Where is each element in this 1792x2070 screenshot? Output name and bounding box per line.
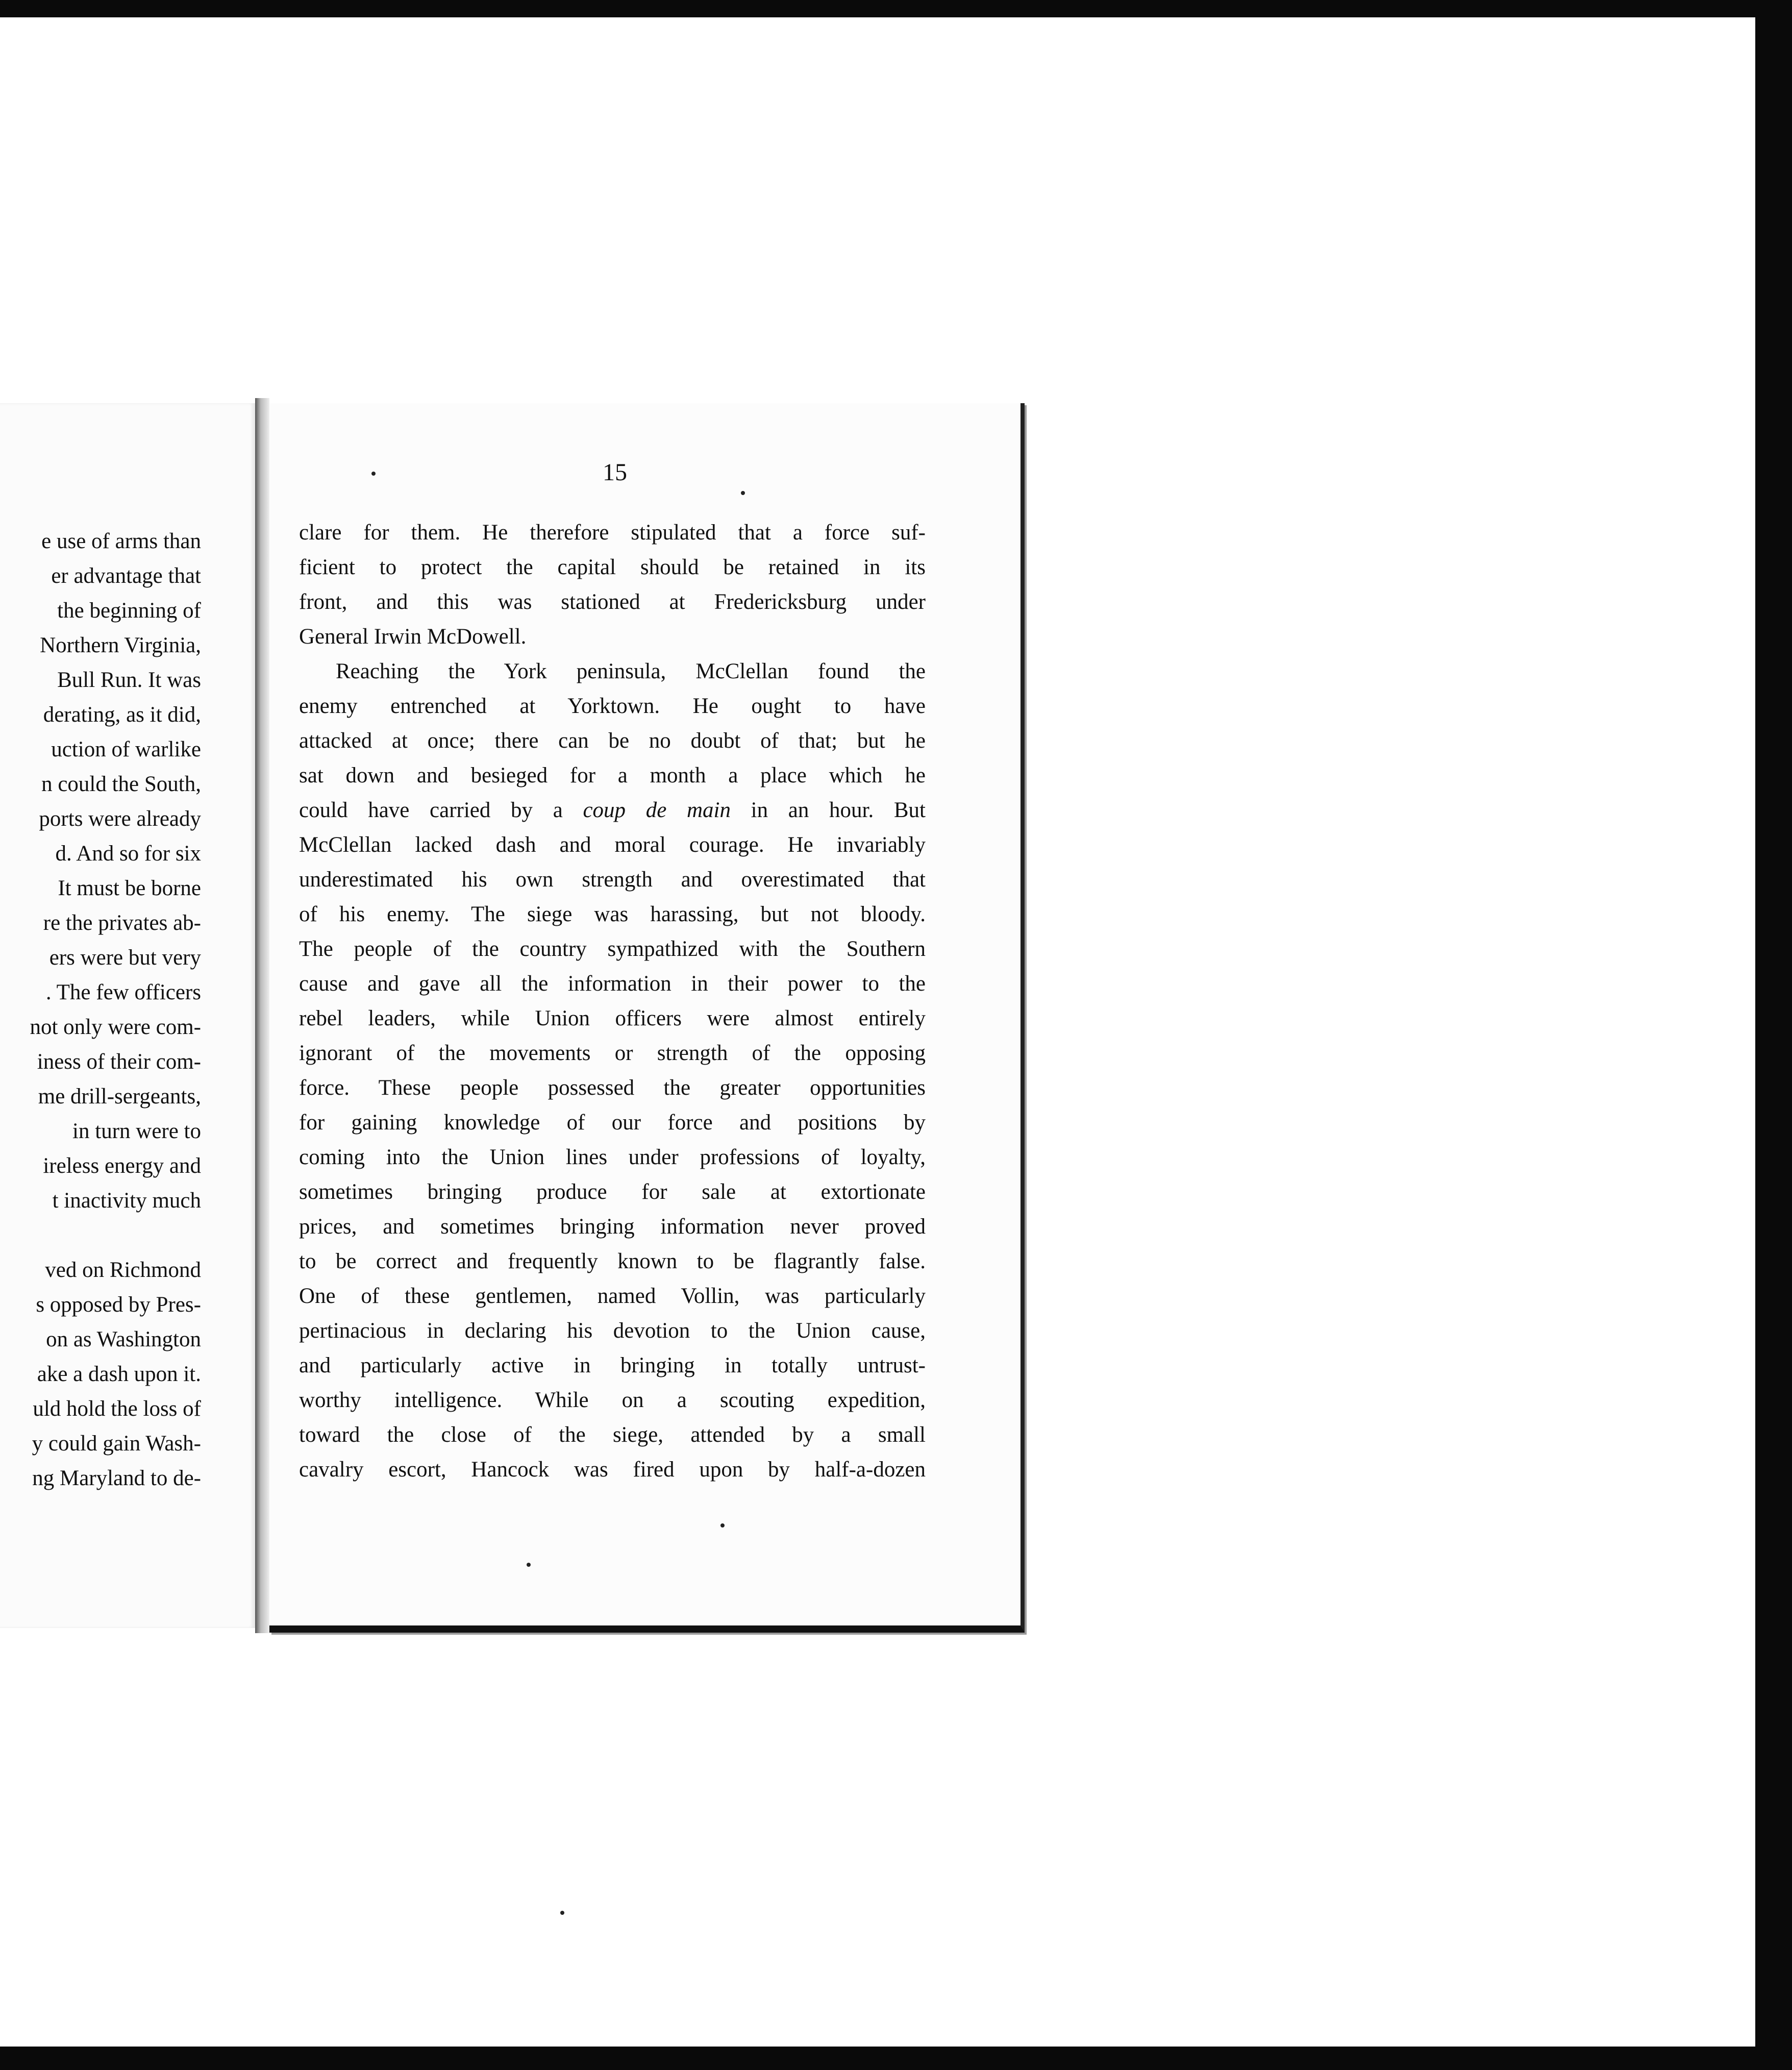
body-line: to be correct and frequently known to be flagrantly false. (299, 1249, 926, 1273)
left-page-line: re the privates ab- (43, 911, 201, 935)
body-line: underestimated his own strength and overestimated that (299, 868, 926, 892)
scan-speck (741, 491, 745, 495)
body-line: for gaining knowledge of our force and positions by (299, 1111, 926, 1135)
left-page-line: me drill-sergeants, (38, 1085, 201, 1108)
left-page-line: y could gain Wash- (32, 1432, 201, 1456)
body-line-text: could have carried by a (299, 798, 583, 822)
body-line: front, and this was stationed at Fredericksburg under (299, 590, 926, 614)
body-line (299, 793, 926, 828)
scan-frame-bottom (0, 2047, 1792, 2070)
left-page-line: iness of their com- (37, 1050, 201, 1074)
body-line: ficient to protect the capital should be retained in its (299, 555, 926, 579)
body-line: worthy intelligence. While on a scouting expedition, (299, 1388, 926, 1412)
left-page-line: Northern Virginia, (40, 633, 201, 657)
body-line: rebel leaders, while Union officers were almost entirely (299, 1006, 926, 1030)
body-line: attacked at once; there can be no doubt of that; but he (299, 729, 926, 753)
body-line: One of these gentlemen, named Vollin, was particularly (299, 1284, 926, 1308)
body-line: cavalry escort, Hancock was fired upon by half-a-dozen (299, 1458, 926, 1482)
left-page-line: s opposed by Pres- (36, 1293, 201, 1317)
left-page-line: n could the South, (41, 772, 201, 796)
left-page-line: ng Maryland to de- (32, 1466, 201, 1490)
scan-speck (371, 472, 376, 476)
left-page-line: not only were com- (30, 1015, 201, 1039)
italic-phrase: coup de main (583, 798, 731, 822)
left-page-line: the beginning of (57, 599, 201, 623)
body-line: pertinacious in declaring his devotion to the Union cause, (299, 1319, 926, 1343)
body-line: clare for them. He therefore stipulated that a force suf- (299, 521, 926, 545)
page-number: 15 (603, 459, 627, 486)
left-page-line: d. And so for six (55, 842, 201, 866)
body-line-text: in an hour. But (730, 798, 926, 822)
left-page-line: uction of warlike (51, 737, 201, 761)
left-page-line: er advantage that (51, 564, 201, 588)
body-line: and particularly active in bringing in totally untrust- (299, 1353, 926, 1377)
body-line: McClellan lacked dash and moral courage. He invariably (299, 833, 926, 857)
body-line: sat down and besieged for a month a place which he (299, 763, 926, 787)
left-page-line: Bull Run. It was (57, 668, 201, 692)
body-line: prices, and sometimes bringing information never proved (299, 1215, 926, 1239)
body-line: General Irwin McDowell. (299, 625, 527, 649)
body-line: ignorant of the movements or strength of the opposing (299, 1041, 926, 1065)
left-page-line: It must be borne (58, 876, 201, 900)
scan-frame-top (0, 0, 1792, 17)
left-page-line: ers were but very (49, 946, 201, 970)
body-line: sometimes bringing produce for sale at extortionate (299, 1180, 926, 1204)
left-page-line: derating, as it did, (43, 703, 201, 727)
body-line: of his enemy. The siege was harassing, but not bloody. (299, 902, 926, 926)
scan-speck (720, 1523, 725, 1527)
left-page-line: uld hold the loss of (33, 1397, 201, 1421)
left-page-line: on as Washington (46, 1327, 201, 1351)
body-line: Reaching the York peninsula, McClellan found the (336, 659, 926, 683)
body-line: The people of the country sympathized with the Southern (299, 937, 926, 961)
left-page-line: e use of arms than (41, 529, 201, 553)
body-line: cause and gave all the information in their power to the (299, 972, 926, 996)
body-line: force. These people possessed the greater opportunities (299, 1076, 926, 1100)
left-page-line: . The few officers (45, 980, 201, 1004)
left-page-line: in turn were to (72, 1119, 201, 1143)
body-line: toward the close of the siege, attended by a small (299, 1423, 926, 1447)
scan-frame-right (1755, 0, 1792, 2070)
left-page-line: t inactivity much (52, 1189, 201, 1213)
left-page-line: ake a dash upon it. (37, 1362, 201, 1386)
left-page-line: ved on Richmond (45, 1258, 201, 1282)
right-page-text (299, 515, 926, 1487)
left-page-line: ports were already (39, 807, 201, 831)
body-line: enemy entrenched at Yorktown. He ought to have (299, 694, 926, 718)
book-gutter (255, 398, 269, 1633)
scan-speck (527, 1563, 531, 1567)
scan-speck (560, 1911, 564, 1915)
body-line: coming into the Union lines under professions of loyalty, (299, 1145, 926, 1169)
left-page-line: ireless energy and (43, 1154, 201, 1178)
